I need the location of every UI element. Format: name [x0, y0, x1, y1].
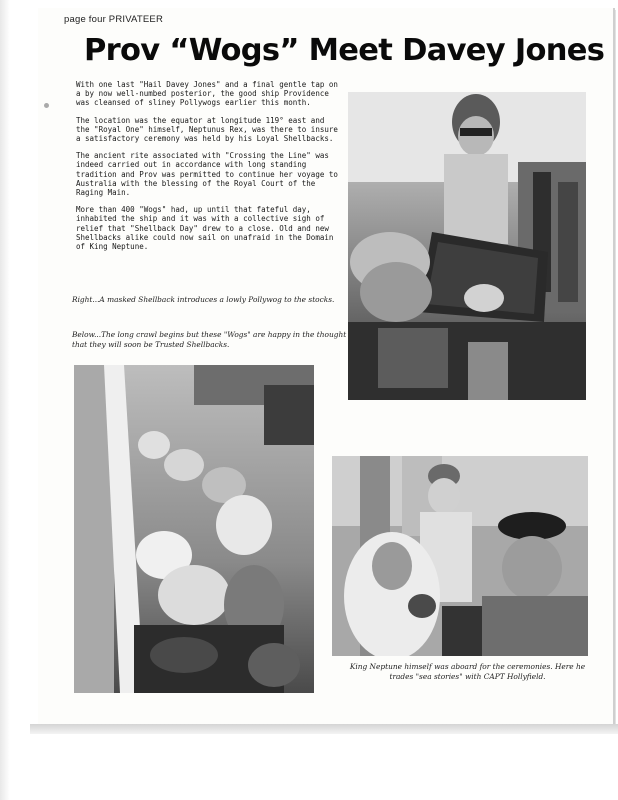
photo-neptune [332, 456, 588, 656]
article-headline: Prov “Wogs” Meet Davey Jones [84, 33, 605, 68]
binding-hole [44, 103, 49, 108]
caption-stocks: Right...A masked Shellback introduces a lowly Pollywog to the stocks. [72, 295, 335, 304]
caption-crawl: Below...The long crawl begins but these "Wogs" are happy in the thought that they will soon be Trusted Shellbacks. [72, 330, 347, 349]
binding-crease [0, 0, 10, 800]
caption-neptune: King Neptune himself was aboard for the ceremonies. Here he trades "sea stories" with CAPT Hollyfield. [349, 662, 586, 681]
photo-masked-shellback-stocks-icon [348, 92, 586, 400]
photo-stocks [348, 92, 586, 400]
article-body [76, 80, 340, 259]
article-paragraph: The location was the equator at longitude 119° east and the "Royal One" himself, Neptunus Rex, was there to insure a satisfactory ceremony was held by his Loyal Shellbacks. [76, 115, 338, 144]
article-paragraph: With one last "Hail Davey Jones" and a final gentle tap on a by now well-numbed posterior, the good ship Providence was cleansed of sliney Pollywogs earlier this month. [76, 80, 338, 108]
photo-king-neptune-captain-icon [332, 456, 588, 656]
article-paragraph: More than 400 "Wogs" had, up until that fateful day, inhabited the ship and it was with a collective sigh of relief that "Shellback Day" drew to a close. Old and new Shellbacks alike could now sail on unafraid in the Domain of King Neptune. [76, 205, 334, 252]
page-header: page four PRIVATEER [64, 14, 164, 25]
photo-crawl [74, 365, 314, 693]
page-edge-shadow [30, 724, 618, 734]
photo-wogs-crawling-deck-icon [74, 365, 314, 693]
article-paragraph: The ancient rite associated with "Crossing the Line" was indeed carried out in accordance with long standing tradition and Prov was permitted to continue her voyage to Australia with the blessing of the Royal Court of the Raging Main. [76, 151, 338, 198]
